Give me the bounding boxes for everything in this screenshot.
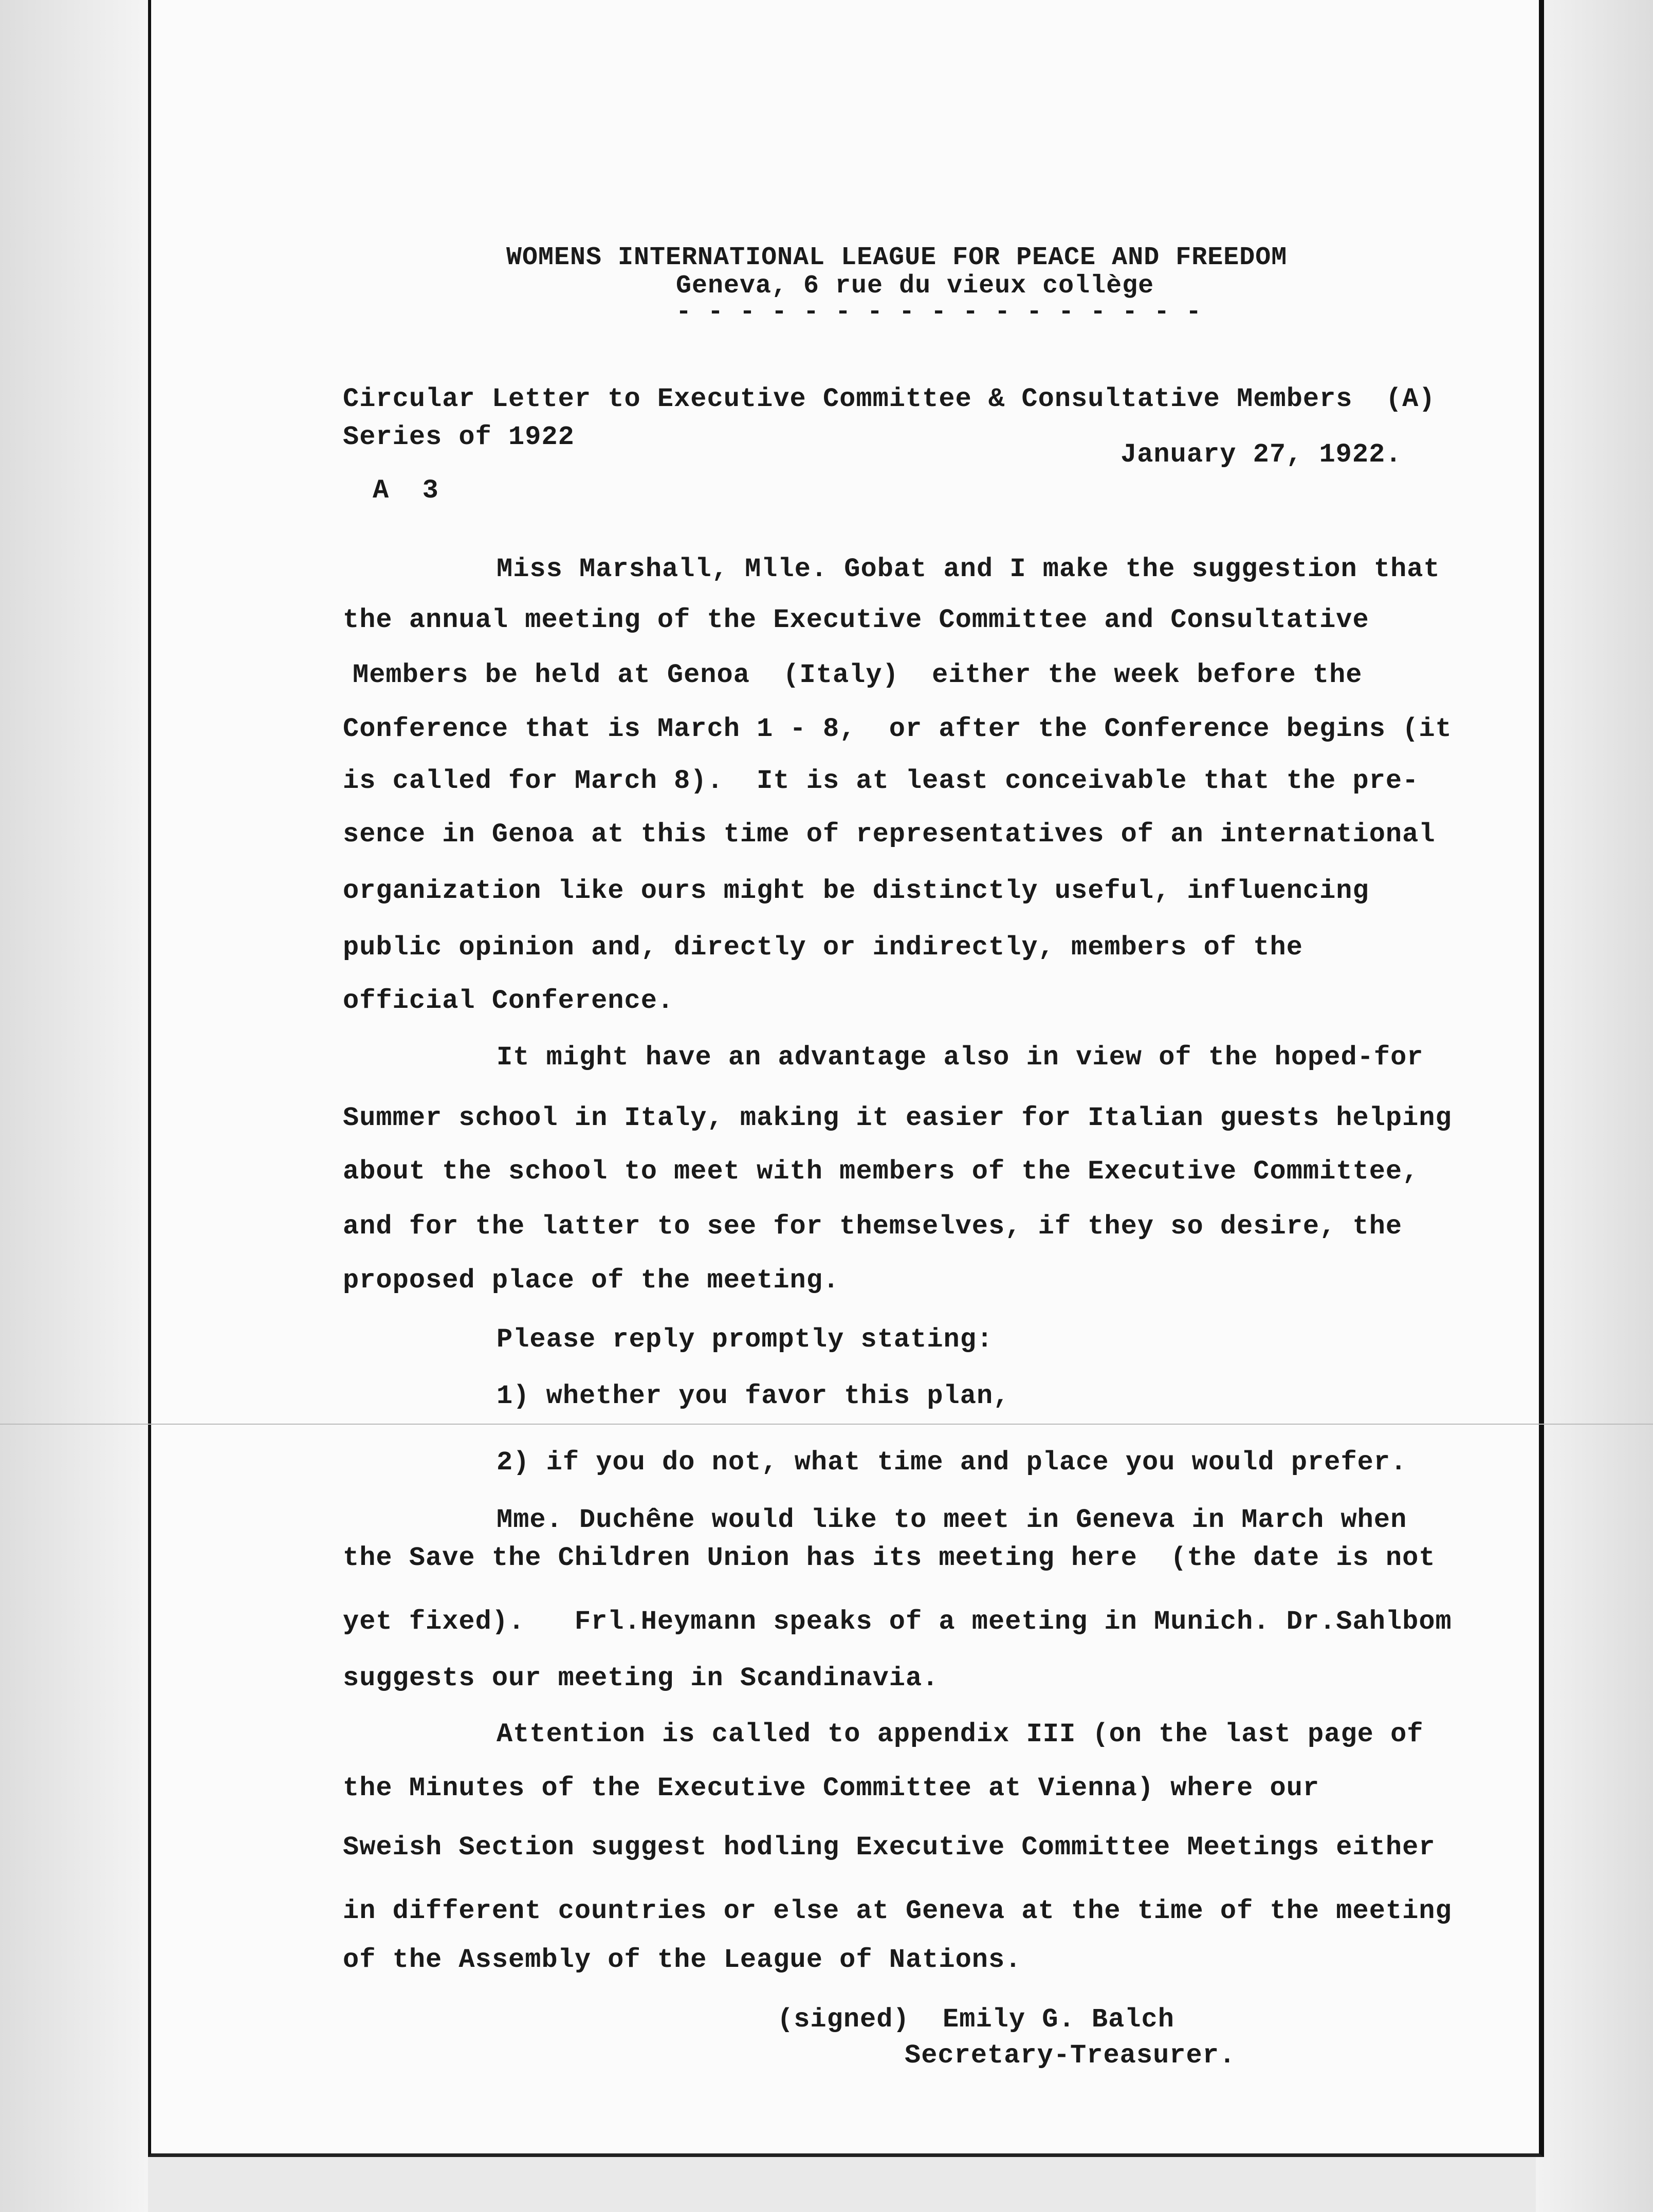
letter-date: January 27, 1922. — [1121, 439, 1402, 470]
body-line: Please reply promptly stating: — [497, 1324, 994, 1355]
reference-number: A 3 — [373, 475, 439, 506]
body-line: the Minutes of the Executive Committee at Vienna) where our — [343, 1773, 1320, 1803]
fold-line — [0, 1424, 1653, 1425]
body-line: suggests our meeting in Scandinavia. — [343, 1663, 939, 1693]
body-line: Attention is called to appendix III (on the last page of — [497, 1719, 1424, 1749]
body-line: the Save the Children Union has its meeting here (the date is not — [343, 1543, 1436, 1573]
body-line: Miss Marshall, Mlle. Gobat and I make the suggestion that — [497, 554, 1440, 584]
body-line: Summer school in Italy, making it easier for Italian guests helping — [343, 1103, 1452, 1133]
body-line: public opinion and, directly or indirectly, members of the — [343, 932, 1303, 963]
body-line: official Conference. — [343, 986, 674, 1016]
body-line: of the Assembly of the League of Nations. — [343, 1945, 1022, 1975]
body-line: yet fixed). Frl.Heymann speaks of a meeting in Munich. Dr.Sahlbom — [343, 1607, 1452, 1637]
body-line: about the school to meet with members of the Executive Committee, — [343, 1156, 1419, 1187]
body-line: sence in Genoa at this time of representatives of an international — [343, 819, 1436, 850]
letterhead-rule: - - - - - - - - - - - - - - - - - — [676, 298, 1202, 327]
scan-edge-right — [1536, 0, 1653, 2212]
body-line: organization like ours might be distinctly useful, influencing — [343, 876, 1369, 906]
body-line: and for the latter to see for themselves, if they so desire, the — [343, 1211, 1403, 1242]
body-line: 1) whether you favor this plan, — [497, 1381, 1010, 1411]
body-line: 2) if you do not, what time and place you would prefer. — [497, 1447, 1407, 1478]
body-line: It might have an advantage also in view of the hoped-for — [497, 1042, 1424, 1073]
scan-edge-left — [0, 0, 148, 2212]
letterhead-address: Geneva, 6 rue du vieux collège — [676, 271, 1154, 301]
body-line: the annual meeting of the Executive Committee and Consultative — [343, 605, 1369, 635]
subject-line: Circular Letter to Executive Committee & Consultative Members (A) — [343, 384, 1436, 414]
body-line: Sweish Section suggest hodling Executive Committee Meetings either — [343, 1832, 1436, 1863]
signature-line: (signed) Emily G. Balch — [777, 2004, 1174, 2035]
signatory-title: Secretary-Treasurer. — [905, 2040, 1236, 2071]
body-line: proposed place of the meeting. — [343, 1265, 840, 1296]
body-line: in different countries or else at Geneva at the time of the meeting — [343, 1896, 1452, 1926]
series-line: Series of 1922 — [343, 422, 575, 452]
body-line: Conference that is March 1 - 8, or after the Conference begins (it — [343, 714, 1452, 744]
body-line: Members be held at Genoa (Italy) either the week before the — [353, 660, 1363, 690]
body-line: is called for March 8). It is at least conceivable that the pre- — [343, 766, 1419, 796]
body-line: Mme. Duchêne would like to meet in Geneva in March when — [497, 1505, 1407, 1535]
letterhead-organization: WOMENS INTERNATIONAL LEAGUE FOR PEACE AND FREEDOM — [506, 243, 1288, 272]
